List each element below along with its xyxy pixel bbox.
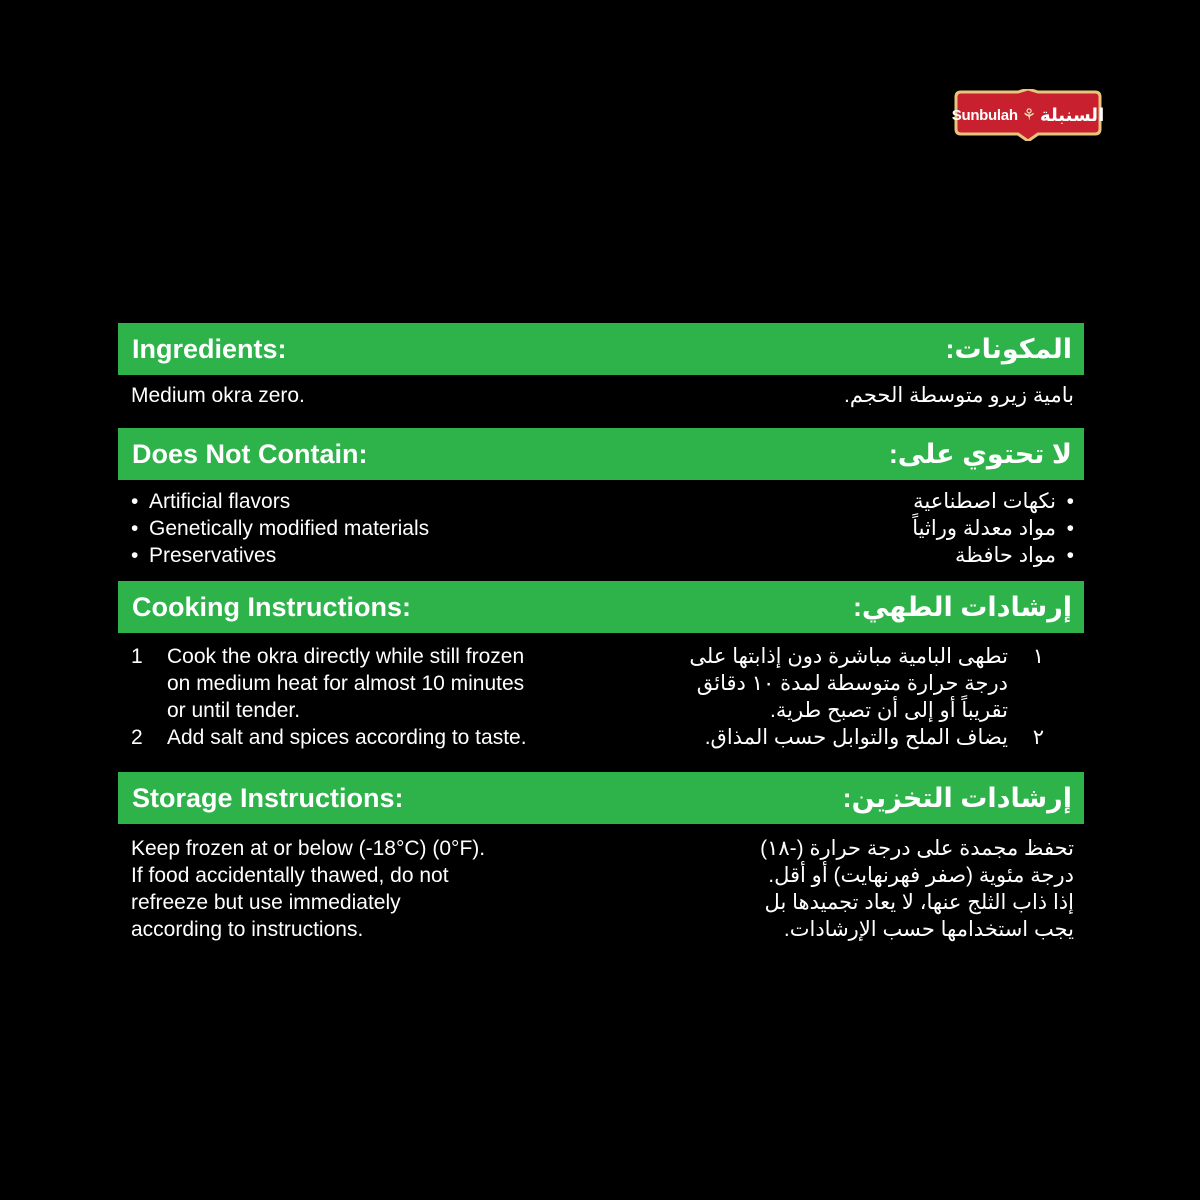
list-item bbox=[131, 488, 429, 515]
storage-line: درجة مئوية (صفر فهرنهايت) أو أقل. bbox=[768, 864, 1074, 887]
does-not-contain-title-ar: لا تحتوي على: bbox=[888, 438, 1072, 469]
step-text: Cook the okra directly while still frozen bbox=[167, 645, 525, 668]
storage-body-en bbox=[131, 835, 485, 943]
step-text-continued: or until tender. bbox=[167, 699, 301, 722]
storage-line: according to instructions. bbox=[131, 918, 364, 941]
does-not-contain-header bbox=[118, 428, 1084, 480]
bullet: • bbox=[1066, 544, 1074, 567]
ingredients-text-ar: بامية زيرو متوسطة الحجم. bbox=[844, 384, 1074, 407]
does-not-contain-title-en: Does Not Contain: bbox=[132, 438, 368, 469]
step-text-continued: تقريباً أو إلى أن تصبح طرية. bbox=[770, 699, 1008, 722]
list-item-label: نكهات اصطناعية bbox=[913, 490, 1056, 513]
list-item-label: مواد حافظة bbox=[954, 544, 1056, 567]
list-item bbox=[912, 488, 1074, 515]
cooking-title-en: Cooking Instructions: bbox=[132, 591, 411, 622]
bullet: • bbox=[131, 490, 139, 513]
step-number: 1 bbox=[131, 645, 143, 668]
storage-line: refreeze but use immediately bbox=[131, 891, 401, 914]
storage-line: إذا ذاب الثلج عنها، لا يعاد تجميدها بل bbox=[764, 891, 1074, 914]
sunbulah-logo bbox=[946, 89, 1110, 141]
cooking-steps-en bbox=[131, 643, 527, 751]
logo-name-en: Sunbulah bbox=[951, 106, 1018, 124]
bullet: • bbox=[131, 544, 139, 567]
bullet: • bbox=[131, 517, 139, 540]
step-text: يضاف الملح والتوابل حسب المذاق. bbox=[704, 726, 1008, 749]
cooking-step-1-en bbox=[131, 643, 527, 670]
bullet: • bbox=[1066, 517, 1074, 540]
ingredients-text-en: Medium okra zero. bbox=[131, 384, 305, 407]
ingredients-body-en bbox=[131, 382, 305, 409]
storage-line: يجب استخدامها حسب الإرشادات. bbox=[783, 918, 1074, 941]
logo-name-ar: السنبلة bbox=[1040, 104, 1105, 125]
step-text: Add salt and spices according to taste. bbox=[167, 726, 527, 749]
storage-line: If food accidentally thawed, do not bbox=[131, 864, 449, 887]
step-number: ١ bbox=[1032, 645, 1044, 668]
list-item bbox=[131, 515, 429, 542]
bullet: • bbox=[1066, 490, 1074, 513]
ingredients-title-ar: المكونات: bbox=[945, 333, 1072, 364]
cooking-title-ar: إرشادات الطهي: bbox=[852, 591, 1072, 622]
list-item bbox=[912, 515, 1074, 542]
storage-instructions-header bbox=[118, 772, 1084, 824]
list-item-label: Artificial flavors bbox=[149, 490, 291, 513]
list-item-label: مواد معدلة وراثياً bbox=[912, 517, 1056, 540]
cooking-step-1-ar bbox=[689, 643, 1044, 670]
storage-body-ar bbox=[760, 835, 1074, 943]
step-number: 2 bbox=[131, 726, 143, 749]
storage-line: Keep frozen at or below (-18°C) (0°F). bbox=[131, 837, 486, 860]
step-text: تطهى البامية مباشرة دون إذابتها على bbox=[689, 645, 1008, 668]
step-text-continued: درجة حرارة متوسطة لمدة ١٠ دقائق bbox=[696, 672, 1008, 695]
list-item-label: Preservatives bbox=[149, 544, 277, 567]
wheat-icon: ⚘ bbox=[1021, 107, 1037, 124]
ingredients-body-ar bbox=[844, 382, 1074, 409]
list-item bbox=[131, 542, 429, 569]
cooking-steps-ar bbox=[689, 643, 1044, 751]
step-text-continued: on medium heat for almost 10 minutes bbox=[167, 672, 525, 695]
ingredients-header bbox=[118, 323, 1084, 375]
storage-line: تحفظ مجمدة على درجة حرارة (-١٨) bbox=[760, 837, 1074, 860]
cooking-step-2-ar bbox=[689, 724, 1044, 751]
list-item bbox=[912, 542, 1074, 569]
storage-title-ar: إرشادات التخزين: bbox=[842, 782, 1072, 813]
step-number: ٢ bbox=[1032, 726, 1044, 749]
list-item-label: Genetically modified materials bbox=[149, 517, 430, 540]
cooking-instructions-header bbox=[118, 581, 1084, 633]
cooking-step-2-en bbox=[131, 724, 527, 751]
ingredients-title-en: Ingredients: bbox=[132, 333, 287, 364]
does-not-contain-list-ar bbox=[912, 488, 1074, 569]
does-not-contain-list-en bbox=[131, 488, 429, 569]
storage-title-en: Storage Instructions: bbox=[132, 782, 404, 813]
logo-text bbox=[946, 89, 1110, 141]
